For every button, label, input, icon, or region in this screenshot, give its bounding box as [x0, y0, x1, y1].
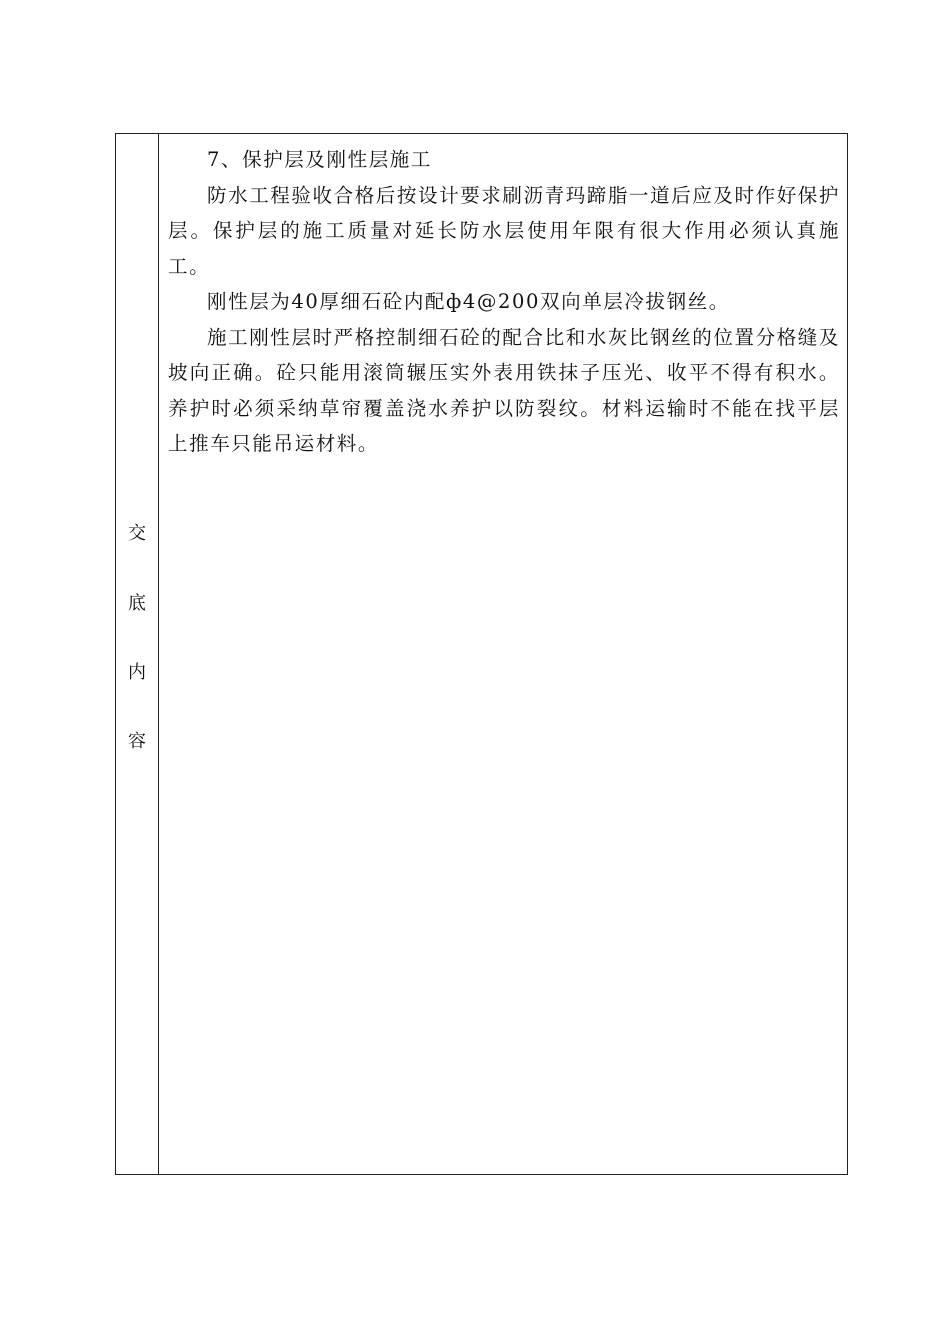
paragraph: 刚性层为40厚细石砼内配ф4@200双向单层冷拔钢丝。 [207, 290, 730, 313]
disclosure-content [168, 142, 840, 462]
disclosure-table [115, 133, 848, 1175]
paragraph: 施工刚性层时严格控制细石砼的配合比和水灰比钢丝的位置分格缝及坡向正确。砼只能用滚筒辗压实外表用铁抹子压光、收平不得有积水。养护时必须采纳草帘覆盖浇水养护以防裂纹。材料运输时不能在找平层上推车只能吊运材料。 [168, 325, 841, 455]
section-label-char: 容 [128, 731, 146, 752]
section-label-char: 内 [128, 662, 146, 683]
section-label-char: 底 [128, 593, 146, 614]
section-label-char: 交 [128, 523, 146, 544]
section-label-column [116, 134, 159, 1174]
section-heading: 7、保护层及刚性层施工 [207, 148, 433, 171]
paragraph: 防水工程验收合格后按设计要求刷沥青玛蹄脂一道后应及时作好保护层。保护层的施工质量对延长防水层使用年限有很大作用必须认真施工。 [168, 183, 841, 278]
